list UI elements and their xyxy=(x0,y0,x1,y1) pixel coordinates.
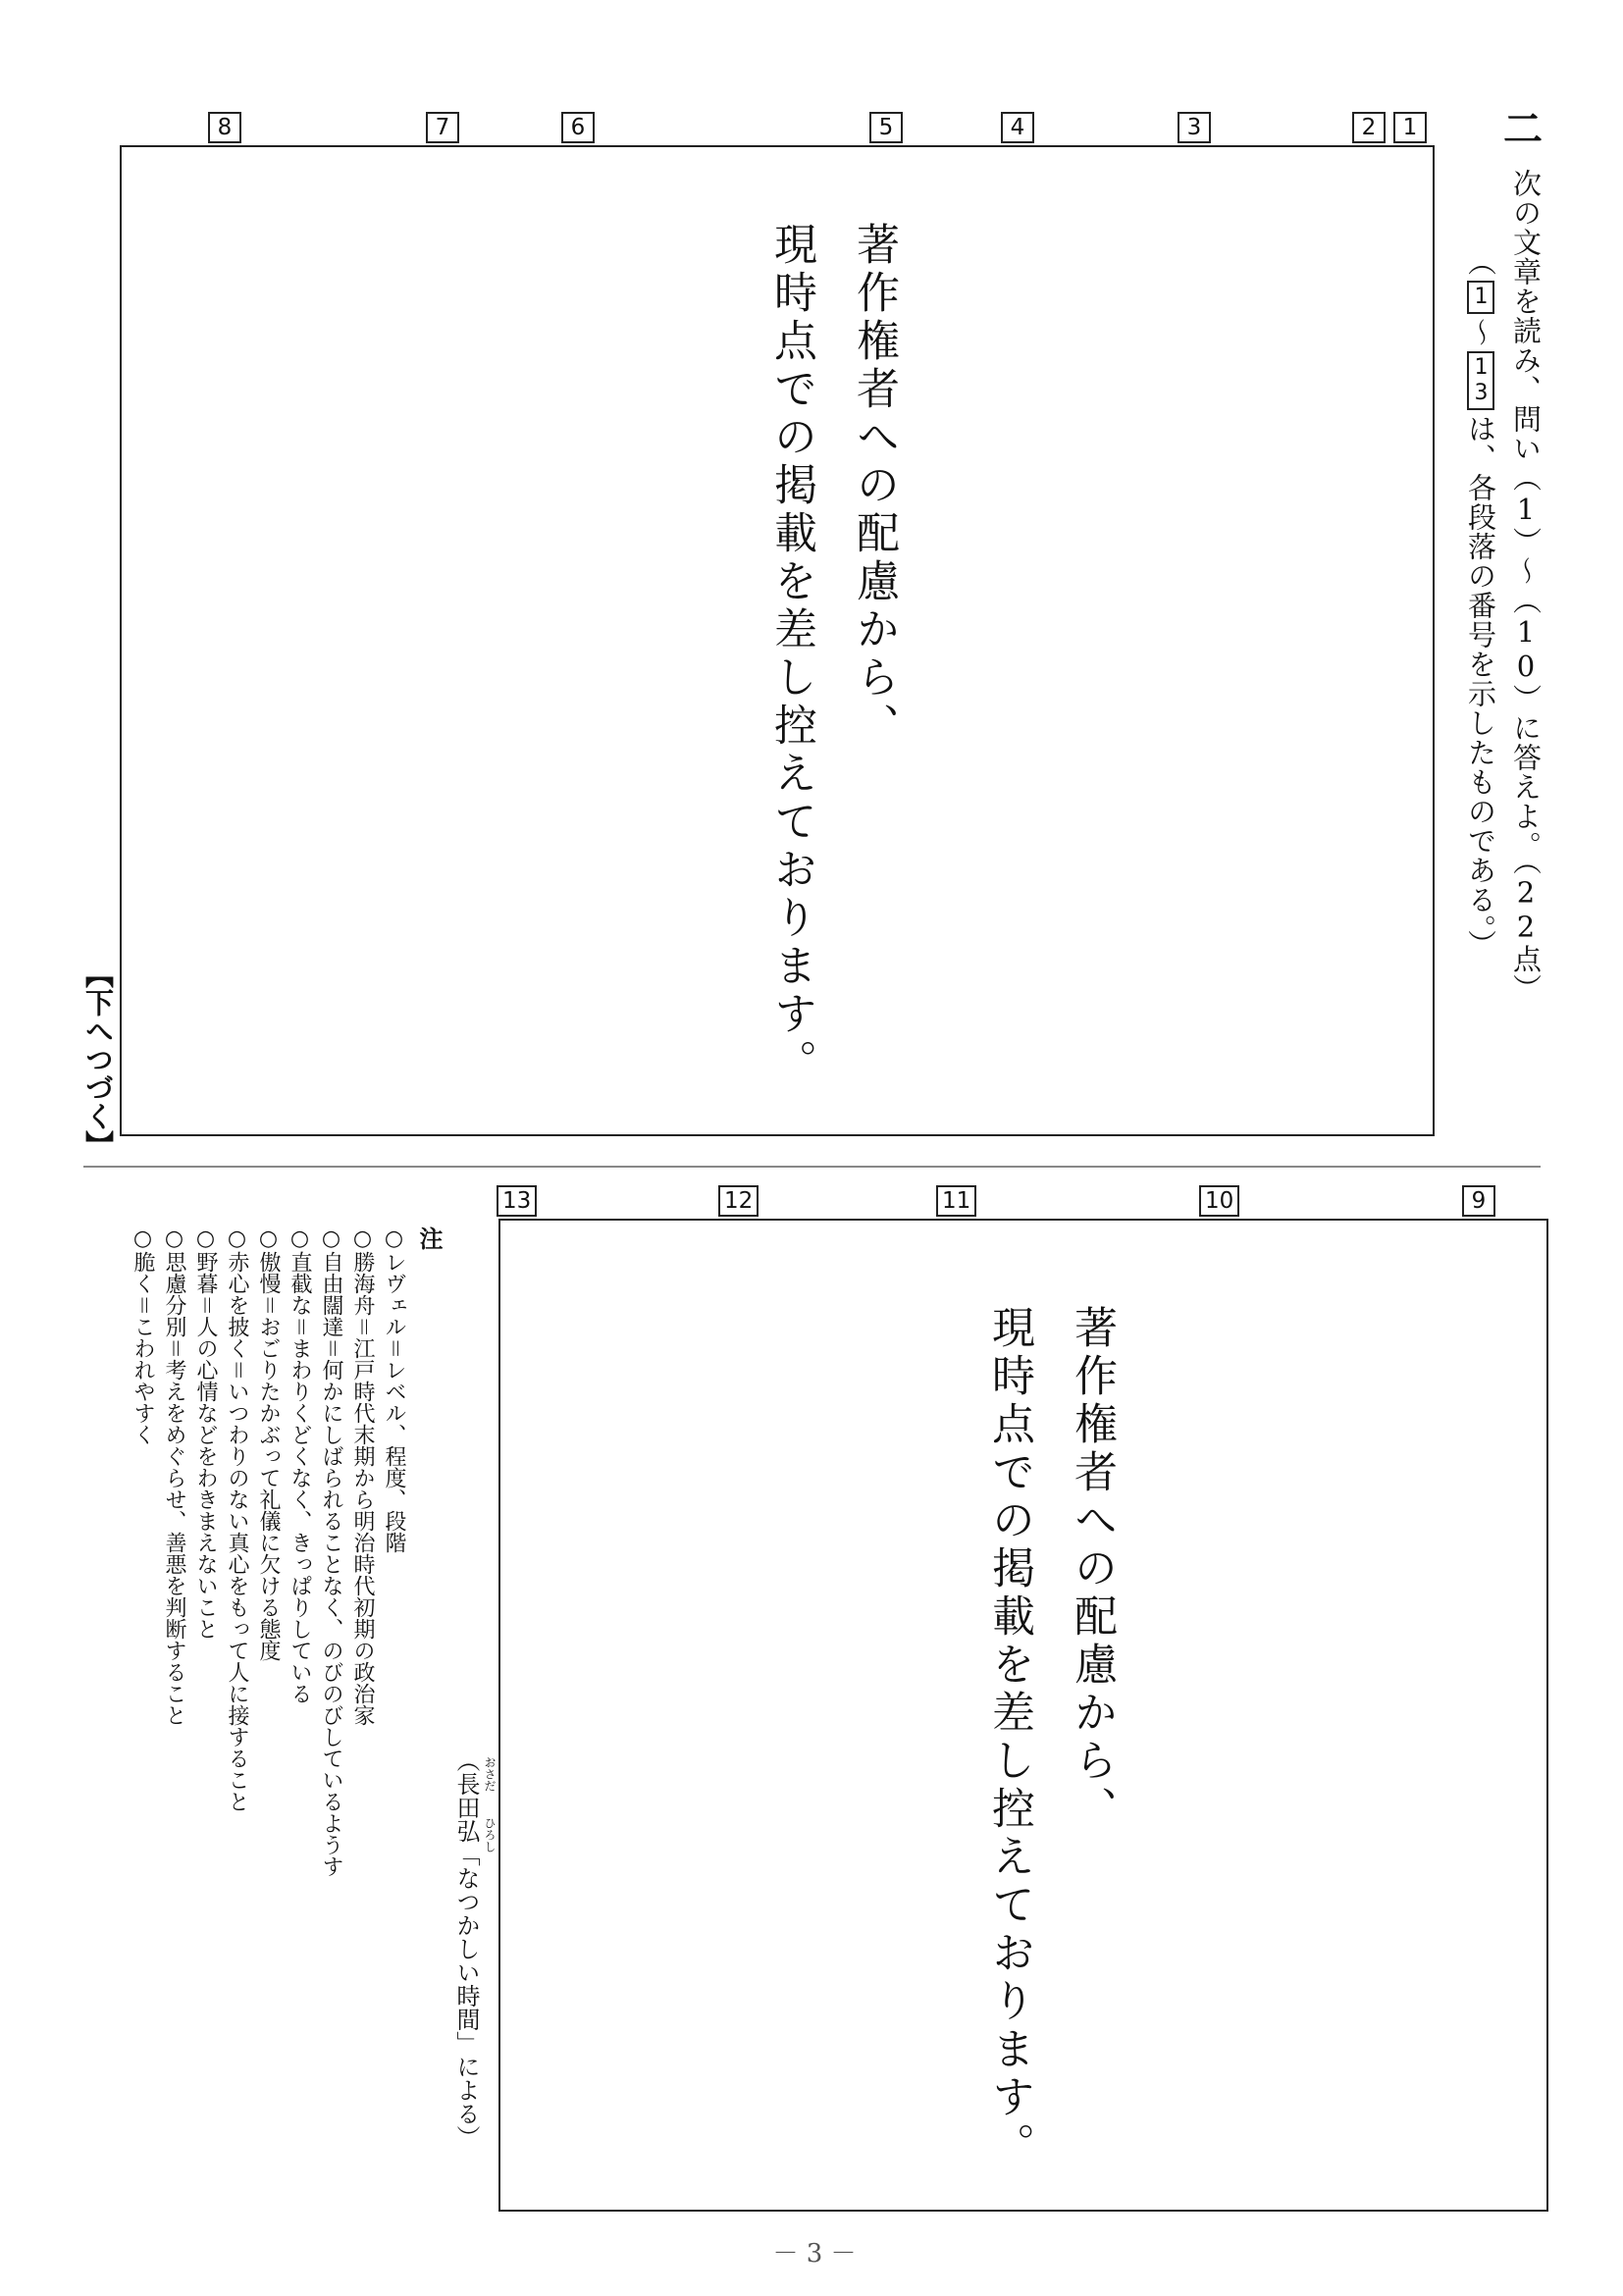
source-citation: （長田弘「なつかしい時間」による） xyxy=(452,1748,480,2149)
paragraph-number-note xyxy=(1458,247,1503,960)
notes-item-3: ○自由闊達＝何かにしばられることなく、のびのびしているようす xyxy=(319,1226,343,1877)
paragraph-number-2: 2 xyxy=(1352,112,1386,143)
bottom-notice-line-1: 著作権者への配慮から、 xyxy=(1067,1305,1117,1834)
paragraph-number-11: 11 xyxy=(936,1185,976,1217)
paragraph-number-12: 12 xyxy=(718,1185,759,1217)
paragraph-number-10: 10 xyxy=(1199,1185,1239,1217)
paragraph-number-1: 1 xyxy=(1393,112,1427,143)
note-box-start: 1 xyxy=(1467,281,1494,314)
note-open-paren: （ xyxy=(1464,247,1497,277)
section-instruction: 次の文章を読み、問い（1）～（10）に答えよ。（22点） xyxy=(1509,169,1543,1004)
continue-label: 【下へつづく】 xyxy=(81,960,115,1159)
paragraph-number-5: 5 xyxy=(869,112,903,143)
paragraph-number-8: 8 xyxy=(208,112,241,143)
notes-item-9: ○脆く＝こわれやすく xyxy=(131,1226,155,1445)
paragraph-number-3: 3 xyxy=(1178,112,1211,143)
notes-item-2: ○勝海舟＝江戸時代末期から明治時代初期の政治家 xyxy=(350,1226,375,1726)
paragraph-number-7: 7 xyxy=(426,112,459,143)
paragraph-number-6: 6 xyxy=(561,112,595,143)
section-number: 二 xyxy=(1503,107,1543,152)
top-notice-line-2: 現時点での掲載を差し控えております。 xyxy=(766,222,816,1087)
ruby-hiroshi: ひろし xyxy=(483,1817,497,1852)
notes-item-4: ○直截な＝まわりくどくなく、きっぱりしている xyxy=(288,1226,312,1704)
top-notice-line-1: 著作権者への配慮から、 xyxy=(849,222,899,751)
page-number: － 3 － xyxy=(772,2239,857,2269)
notes-heading: 注 xyxy=(415,1226,443,1250)
bottom-notice-line-2: 現時点での掲載を差し控えております。 xyxy=(984,1305,1034,2170)
notes-item-8: ○思慮分別＝考えをめぐらせ、善悪を判断すること xyxy=(162,1226,186,1726)
notes-item-6: ○赤心を披く＝いつわりのない真心をもって人に接すること xyxy=(225,1226,249,1812)
ruby-osada: おさだ xyxy=(483,1756,497,1792)
paragraph-number-9: 9 xyxy=(1462,1185,1495,1217)
notes-item-5: ○傲慢＝おごりたかぶって礼儀に欠ける態度 xyxy=(256,1226,281,1661)
note-tilde: ～ xyxy=(1464,318,1497,347)
notes-item-7: ○野暮＝人の心情などをわきまえないこと xyxy=(193,1226,218,1640)
notes-item-1: ○レヴェル＝レベル、程度、段階 xyxy=(382,1226,406,1553)
note-box-end: 13 xyxy=(1467,351,1494,410)
section-divider xyxy=(83,1166,1541,1168)
paragraph-number-4: 4 xyxy=(1001,112,1034,143)
paragraph-number-13: 13 xyxy=(497,1185,537,1217)
note-rest: は、各段落の番号を示したものである。） xyxy=(1464,414,1497,960)
